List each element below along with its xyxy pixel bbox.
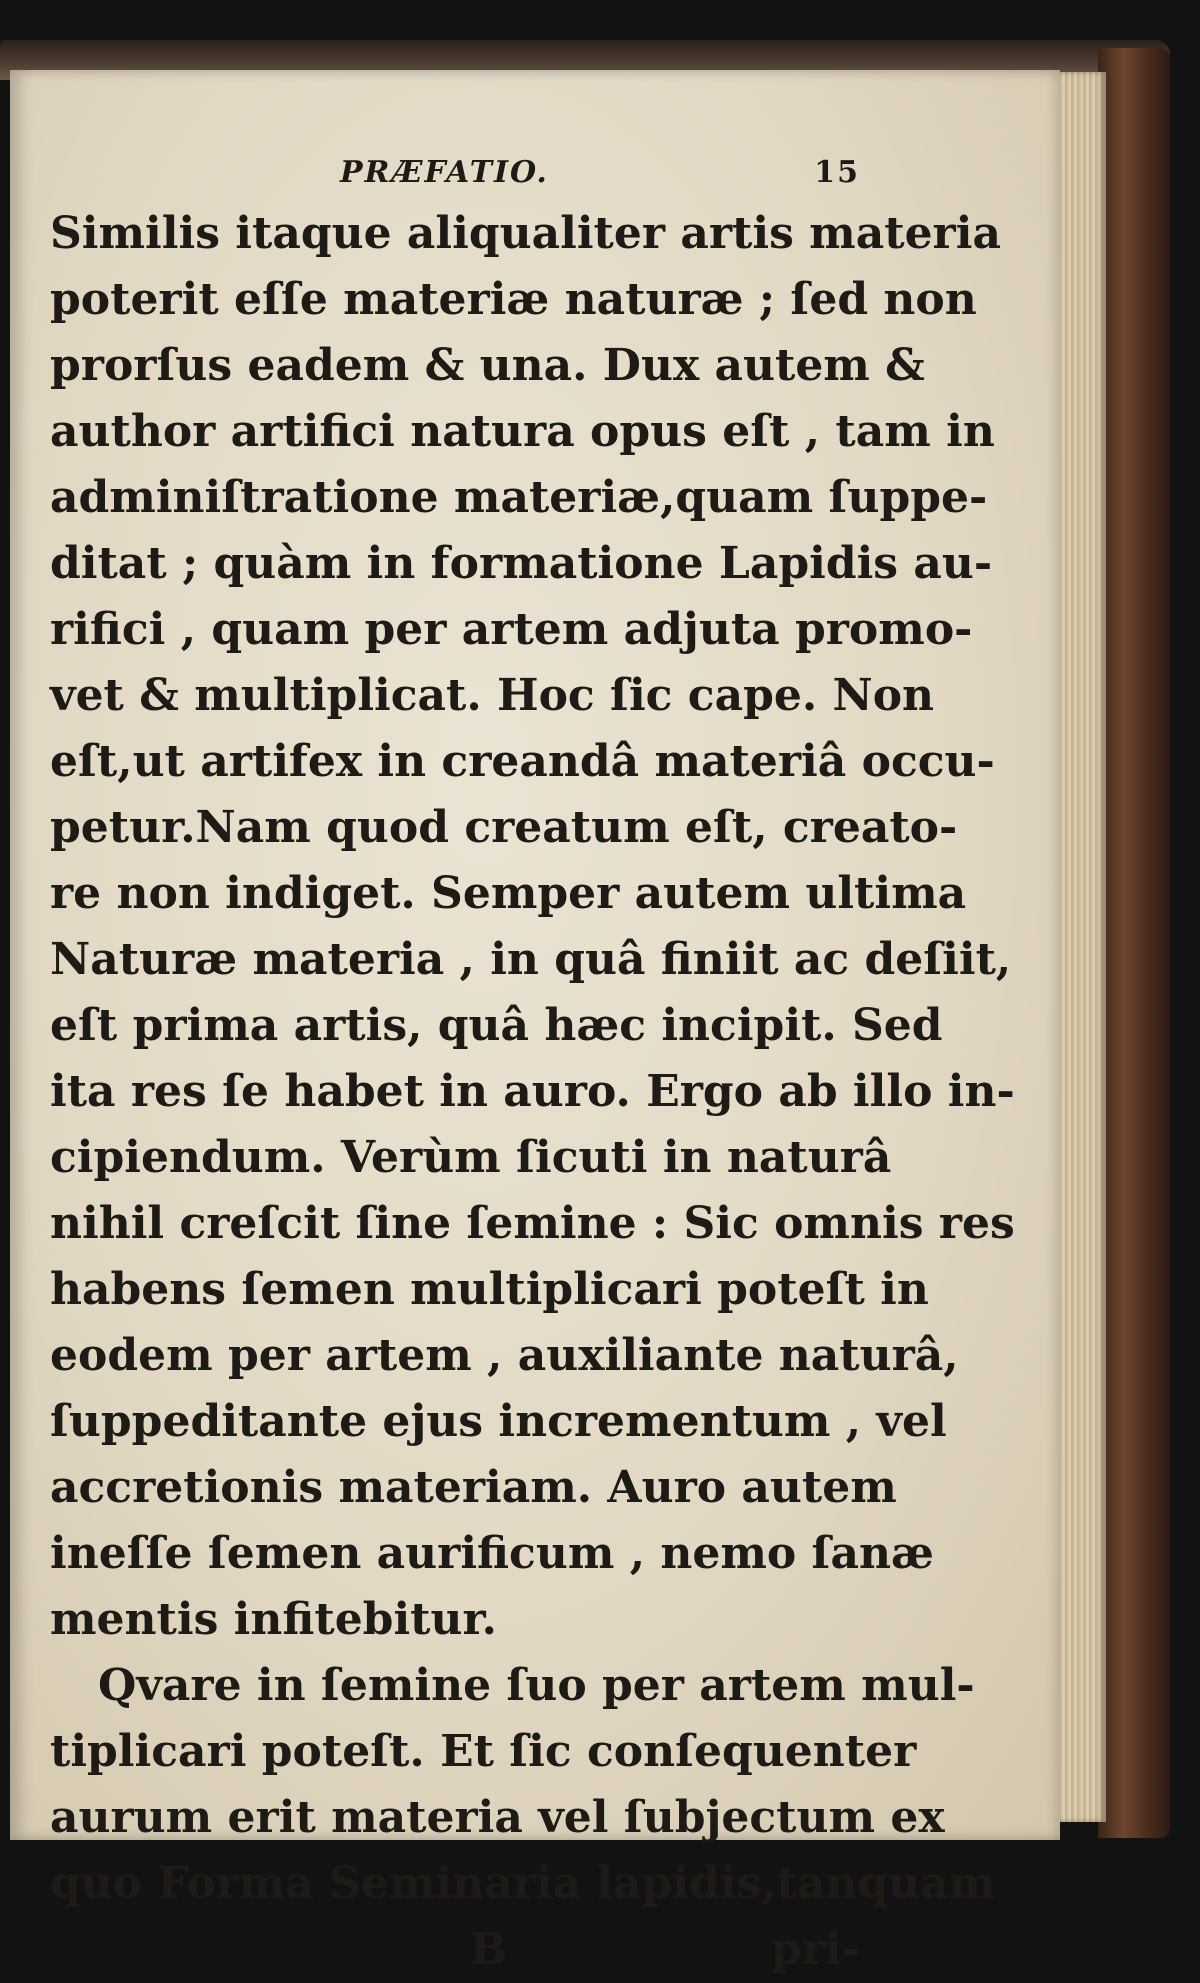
book-cover-spine (1098, 48, 1170, 1838)
text-line: petur.Nam quod creatum eſt, creato- (50, 802, 958, 853)
text-line: tiplicari poteſt. Et ſic conſequenter (50, 1726, 917, 1777)
text-line: ita res ſe habet in auro. Ergo ab illo in- (50, 1066, 1015, 1117)
text-line: rifici , quam per artem adjuta promo- (50, 604, 973, 655)
page-footer (50, 1917, 860, 1983)
text-line: prorſus eadem & una. Dux autem & (50, 340, 925, 391)
text-line: author artifici natura opus eſt , tam in (50, 406, 995, 457)
text-line: vet & multiplicat. Hoc ſic cape. Non (50, 670, 935, 721)
body-text (50, 201, 1015, 1917)
paragraph-end-line: mentis infitebitur. (50, 1594, 497, 1645)
text-line: habens ſemen multiplicari poteſt in (50, 1264, 929, 1315)
running-head (50, 155, 860, 201)
text-line: poterit eſſe materiæ naturæ ; ſed non (50, 274, 977, 325)
text-line: aurum erit materia vel ſubjectum ex (50, 1792, 945, 1843)
text-line: Similis itaque aliqualiter artis materia (50, 208, 1001, 259)
text-line: eodem per artem , auxiliante naturâ, (50, 1330, 959, 1381)
text-line: eſt,ut artifex in creandâ materiâ occu- (50, 736, 995, 787)
text-line: adminiſtratione materiæ,quam ſuppe- (50, 472, 988, 523)
text-line: eſt prima artis, quâ hæc incipit. Sed (50, 1000, 943, 1051)
text-line: cipiendum. Verùm ſicuti in naturâ (50, 1132, 892, 1183)
text-line: re non indiget. Semper autem ultima (50, 868, 967, 919)
paragraph-start-line: Qvare in ſemine ſuo per artem mul- (98, 1660, 975, 1711)
text-block (50, 155, 1015, 1983)
text-line: ditat ; quàm in formatione Lapidis au- (50, 538, 993, 589)
text-line: ſuppeditante ejus incrementum , vel (50, 1396, 947, 1447)
text-line: nihil creſcit ſine ſemine : Sic omnis res (50, 1198, 1015, 1249)
page-number: 15 (814, 155, 860, 190)
text-line: ineſſe ſemen aurificum , nemo ſanæ (50, 1528, 934, 1579)
running-title: PRÆFATIO. (340, 155, 549, 190)
text-line: quo Forma Seminaria lapidis,tanquam (50, 1858, 996, 1909)
text-line: Naturæ materia , in quâ finiit ac deſiit, (50, 934, 1012, 985)
book-page (10, 70, 1060, 1975)
catchword: pri- (771, 1924, 860, 1975)
signature-mark: B (470, 1924, 508, 1975)
text-line: accretionis materiam. Auro autem (50, 1462, 897, 1513)
